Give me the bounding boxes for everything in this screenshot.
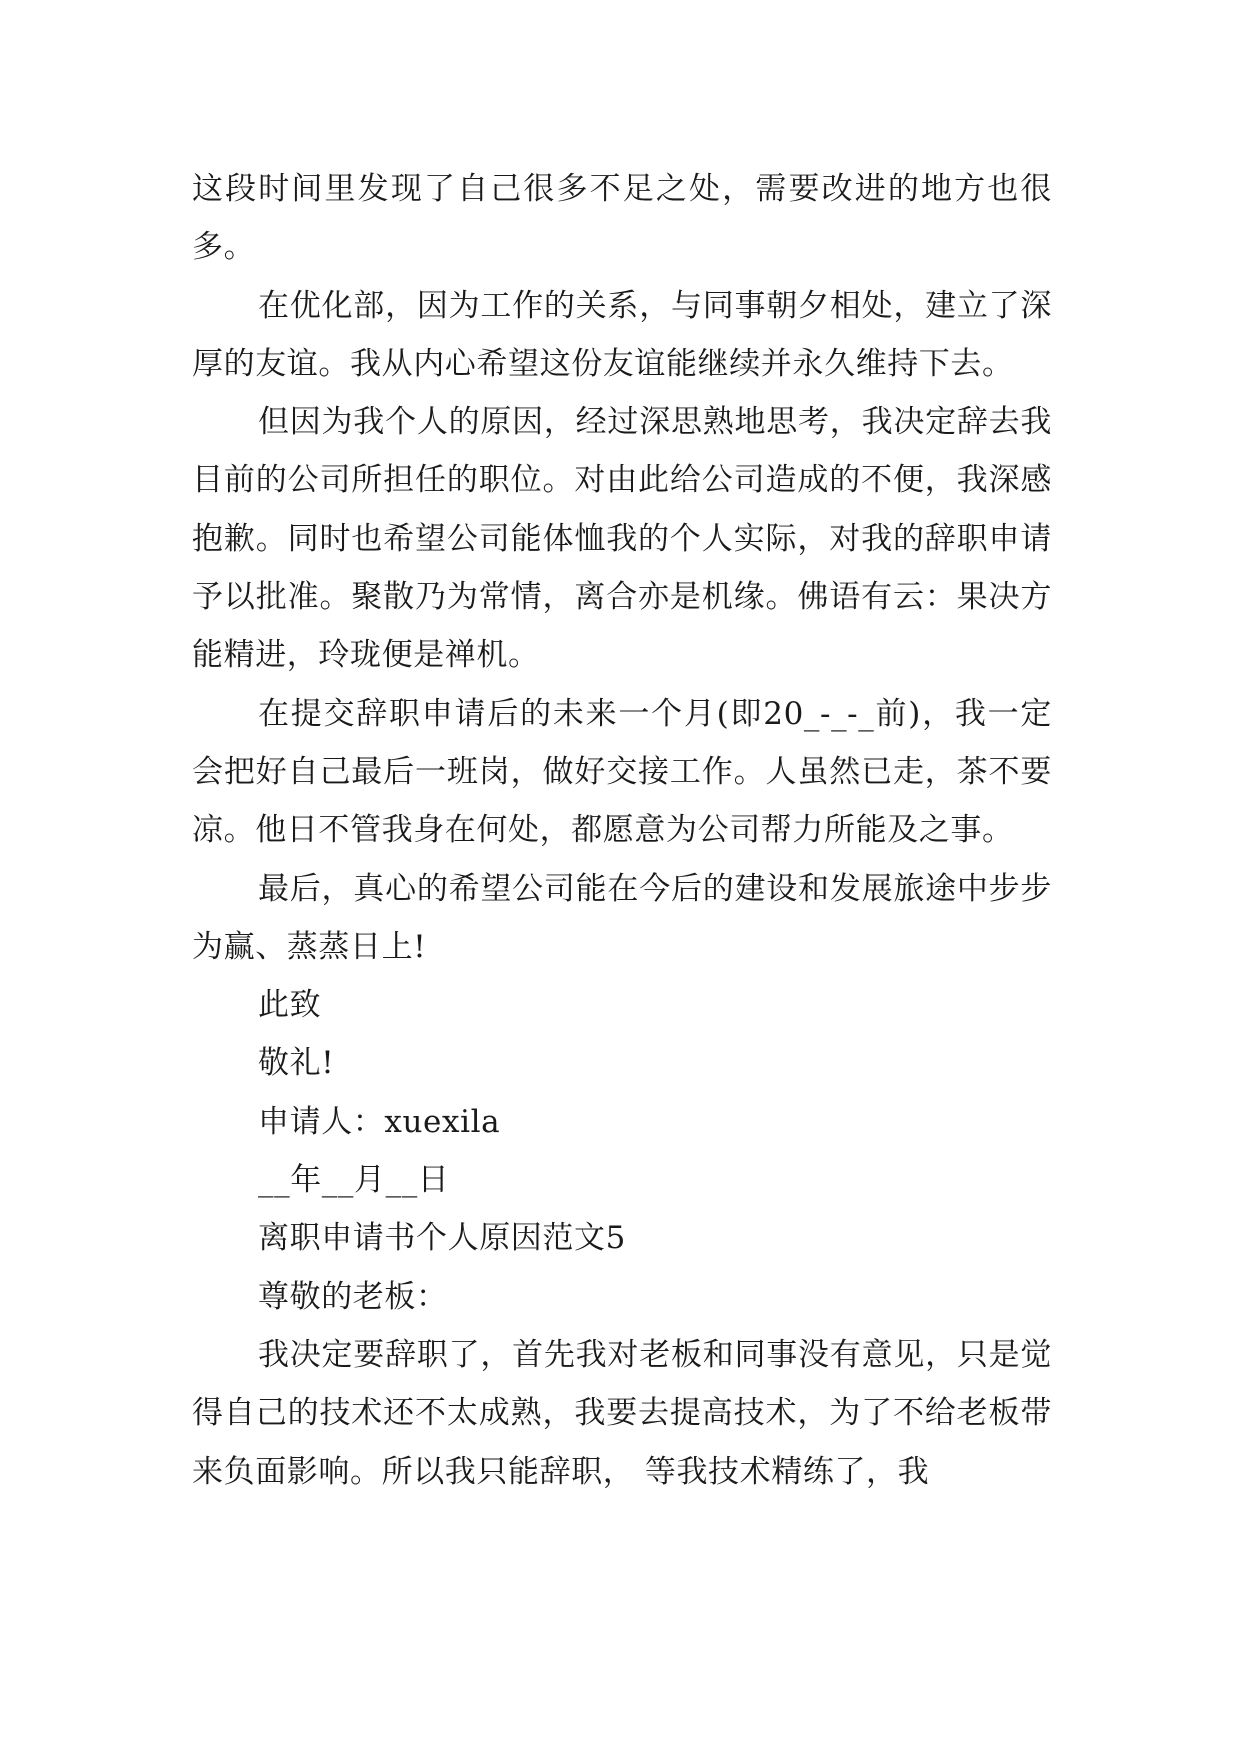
paragraph-1: 这段时间里发现了自己很多不足之处，需要改进的地方也很多。	[192, 171, 1052, 266]
document-body	[192, 160, 1052, 1501]
section-body: 我决定要辞职了，首先我对老板和同事没有意见，只是觉得自己的技术还不太成熟，我要去提高技术，为了不给老板带来负面影响。所以我只能辞职， 等我技术精练了，我	[192, 1336, 1052, 1490]
paragraph-3: 但因为我个人的原因，经过深思熟地思考，我决定辞去我目前的公司所担任的职位。对由此给公司造成的不便，我深感抱歉。同时也希望公司能体恤我的个人实际，对我的辞职申请予以批准。聚散乃为常情，离合亦是机缘。佛语有云：果决方能精进，玲珑便是禅机。	[192, 404, 1052, 674]
paragraph-2: 在优化部，因为工作的关系，与同事朝夕相处，建立了深厚的友谊。我从内心希望这份友谊能继续并永久维持下去。	[192, 287, 1052, 382]
closing-regards: 敬礼!	[258, 1045, 335, 1082]
date-line: __年__月__日	[258, 1162, 450, 1199]
applicant-line: 申请人：xuexila	[258, 1103, 501, 1140]
paragraph-4: 在提交辞职申请后的未来一个月(即20_-_-_前)，我一定会把好自己最后一班岗，做好交接工作。人虽然已走，茶不要凉。他日不管我身在何处，都愿意为公司帮力所能及之事。	[192, 695, 1052, 849]
paragraph-5: 最后，真心的希望公司能在今后的建设和发展旅途中步步为赢、蒸蒸日上!	[192, 870, 1052, 965]
section-greeting: 尊敬的老板：	[258, 1278, 448, 1315]
closing-salutation: 此致	[258, 987, 322, 1024]
section-title: 离职申请书个人原因范文5	[258, 1220, 626, 1257]
